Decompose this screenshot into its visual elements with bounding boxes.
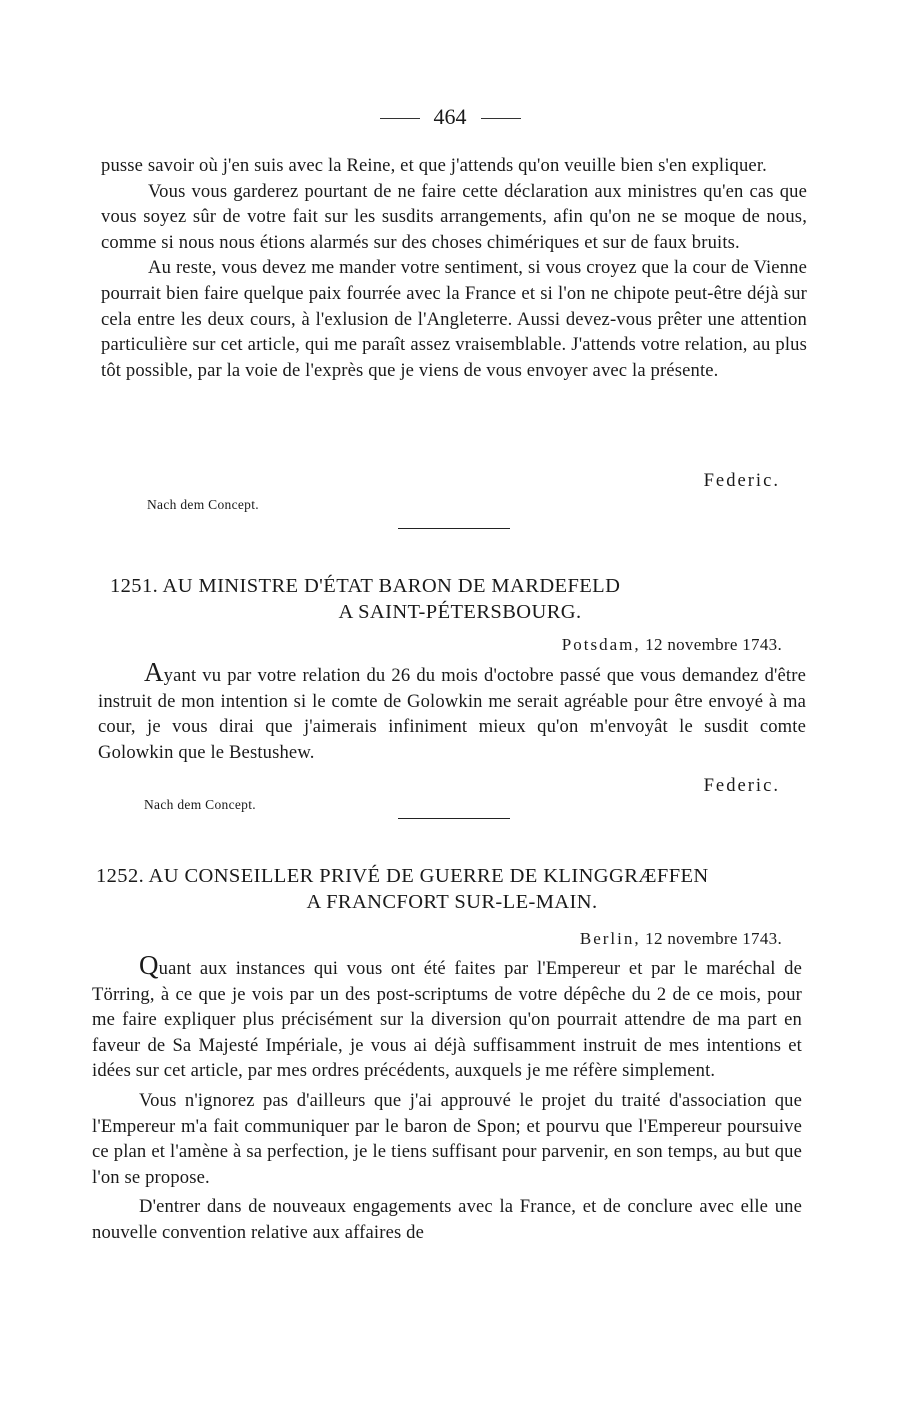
heading-line: 1251. AU MINISTRE D'ÉTAT BARON DE MARDEFELD [110,575,621,597]
dateline [580,929,782,949]
initial-letter: A [144,657,164,687]
paragraph: Vous vous garderez pourtant de ne faire cette déclaration aux ministres qu'en cas que vous soyez sûr de votre fait sur les susdits arrangements, afin qu'on ne se moque de nous, comme si nous nous étions alarmés sur des choses chimériques et sur de faux bruits. [101,180,807,253]
paragraph: pusse savoir où j'en suis avec la Reine, et que j'attends qu'on veuille bien s'en expliquer. [101,155,767,176]
section-divider [398,818,510,819]
dateline [562,635,782,655]
heading-line: 1252. AU CONSEILLER PRIVÉ DE GUERRE DE KLINGGRÆFFEN [96,865,709,887]
date-place: Berlin, [579,929,641,948]
heading-line: A SAINT-PÉTERSBOURG. [338,601,582,623]
section-divider [398,528,510,529]
paragraph: D'entrer dans de nouveaux engagements avec la France, et de conclure avec elle une nouvelle convention relative aux affaires de [92,1196,802,1243]
paragraph [98,657,806,765]
paragraph: Vous n'ignorez pas d'ailleurs que j'ai approuvé le projet du traité d'association que l'Empereur m'a fait communiquer par le baron de Spon; et pourvu que l'Empereur poursuive ce plan et l'amène à sa perfection, je le tiens suffisant pour parvenir, en son temps, au but que l'on se propose. [92,1089,802,1188]
paragraph-text: yant vu par votre relation du 26 du mois d'octobre passé que vous demandez d'être instruit de mon intention si le comte de Golowkin me serait agréable pour être envoyé à ma cour, je vous dirai que j'aimerais infiniment mieux qu'on m'envoyât le susdit comte Golowkin que le Bestushew. [98,665,806,763]
heading-line: A FRANCFORT SUR-LE-MAIN. [306,891,598,913]
source-note: Nach dem Concept. [144,797,256,812]
date-place: Potsdam, [561,635,641,654]
letter-heading [110,573,810,625]
source-note: Nach dem Concept. [147,497,259,512]
paragraph-text: uant aux instances qui vous ont été faites par l'Empereur et par le maréchal de Törring, à ce que je vois par un des post-scriptums de votre dépêche du 2 de ce mois, pour me faire expliquer plus précisément sur la diversion qu'on pourrait attendre de ma part en faveur de Sa Majesté Impériale, je vous ai déjà suffisamment instruit de mes intentions et idées sur cet article, par mes ordres précédents, auxquels je me réfère simplement. [92,958,802,1082]
letter-heading [96,863,808,915]
initial-letter: Q [139,950,159,980]
paragraph: Au reste, vous devez me mander votre sentiment, si vous croyez que la cour de Vienne pourrait bien faire quelque paix fourrée avec la France et si l'on ne chipote peut-être déjà sur cela entre les deux cours, à l'exlusion de l'Angleterre. Aussi devez-vous prêter une attention particulière sur cet article, qui me paraît assez vraisemblable. J'attends votre relation, au plus tôt possible, par la voie de l'exprès que je viens de vous envoyer avec la présente. [101,257,807,381]
continuation-text [101,153,807,383]
letter-body [92,950,802,1246]
date: 12 novembre 1743. [645,635,782,654]
signature: Federic. [703,470,780,491]
letter-body [98,657,806,765]
paragraph [92,950,802,1084]
signature: Federic. [703,775,780,796]
date: 12 novembre 1743. [645,929,782,948]
header-dash-right [481,118,521,119]
page-header [0,104,900,130]
page-number: 464 [433,104,467,129]
header-dash-left [380,118,420,119]
